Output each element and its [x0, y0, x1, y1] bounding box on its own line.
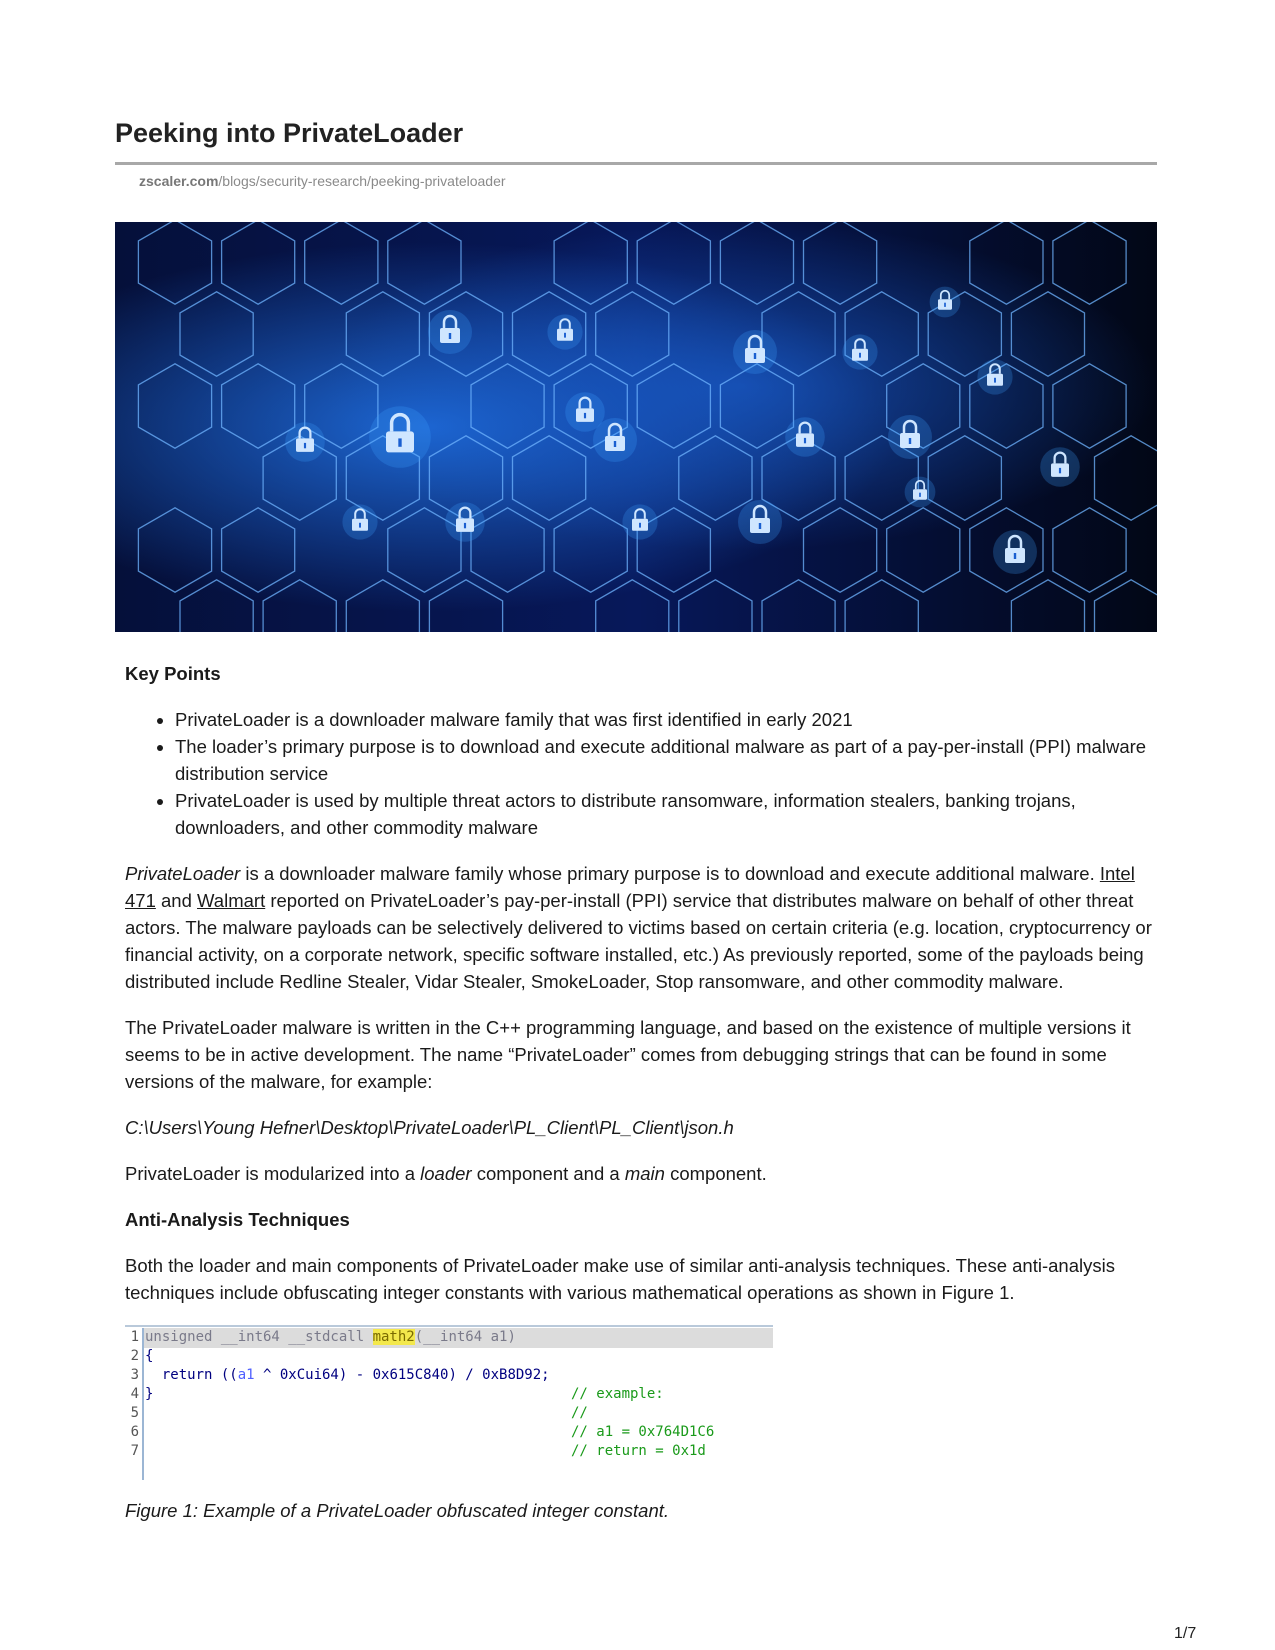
article-body — [125, 660, 1165, 1543]
lock-icon — [445, 502, 485, 542]
line-number: 1 — [130, 1329, 139, 1345]
text-run: reported on PrivateLoader’s pay-per-install (PPI) service that distributes malware on behalf of other threat actors. The malware payloads can be selectively delivered to victims based on certain criteria (e.g. location, cryptocurrency or financial activity, on a corporate network, specific software installed, etc.) As previously reported, some of the payloads being distributed include Redline Stealer, Vidar Stealer, SmokeLoader, Stop ransomware, and other commodity malware. — [125, 890, 1152, 992]
lock-icon — [977, 359, 1012, 394]
lock-icon — [428, 310, 472, 354]
code-line — [125, 1366, 550, 1386]
line-number: 7 — [130, 1443, 139, 1459]
text-run: PrivateLoader is modularized into a — [125, 1163, 421, 1184]
text-run: component and a — [471, 1163, 625, 1184]
list-item: • The loader’s primary purpose is to download and execute additional malware as part of a pay-per-install (PPI) malware distribution service — [175, 733, 1165, 787]
code-line — [125, 1328, 516, 1348]
lock-icon — [369, 406, 431, 468]
page-title: Peeking into PrivateLoader — [115, 118, 464, 148]
lock-icon — [785, 417, 825, 457]
lock-icon — [1040, 447, 1080, 487]
code-comment: // — [571, 1405, 588, 1421]
code-comment: // return = 0x1d — [571, 1443, 706, 1459]
code-token: (__int64 a1) — [414, 1329, 516, 1345]
walmart-link[interactable]: Walmart — [197, 890, 266, 911]
code-token: { — [145, 1348, 154, 1364]
code-figure — [125, 1325, 773, 1483]
line-number: 2 — [130, 1348, 139, 1364]
code-identifier: a1 — [237, 1367, 255, 1383]
anti-analysis-paragraph: Both the loader and main components of PrivateLoader make use of similar anti-analysis techniques. These anti-analysis techniques include obfuscating integer constants with various mathematical operations as shown in Figure 1. — [125, 1255, 1115, 1303]
debug-path: C:\Users\Young Hefner\Desktop\PrivateLoader\PL_Client\PL_Client\json.h — [125, 1117, 734, 1138]
page-number: 1/7 — [1174, 1625, 1197, 1642]
lock-icon — [888, 415, 932, 459]
list-item: • PrivateLoader is used by multiple threat actors to distribute ransomware, information stealers, banking trojans, downloaders, and other commodity malware — [175, 787, 1165, 841]
code-comment: // a1 = 0x764D1C6 — [571, 1424, 715, 1440]
line-number: 3 — [130, 1367, 139, 1383]
text-run: component. — [664, 1163, 767, 1184]
line-number: 4 — [130, 1386, 139, 1402]
code-token: } — [145, 1386, 154, 1402]
list-item: • PrivateLoader is a downloader malware family that was first identified in early 2021 — [175, 706, 1165, 733]
code-token: ^ 0xCui64) - 0x615C840) / 0xB8D92; — [254, 1367, 550, 1383]
lock-icon — [738, 500, 782, 544]
lock-icon — [905, 477, 936, 508]
code-line — [125, 1404, 145, 1424]
line-number: 5 — [130, 1405, 139, 1421]
lock-icon — [930, 287, 961, 318]
lock-icon — [733, 330, 777, 374]
url-domain: zscaler.com — [139, 173, 219, 189]
emphasis-main: main — [624, 1163, 665, 1184]
code-line — [125, 1423, 145, 1443]
title-divider — [115, 162, 1157, 165]
code-line — [125, 1347, 153, 1367]
line-number: 6 — [130, 1424, 139, 1440]
code-top-border — [125, 1325, 773, 1327]
code-comment: // example: — [571, 1386, 664, 1402]
lock-icon — [565, 392, 605, 432]
emphasis-loader: loader — [420, 1163, 472, 1184]
intel471-link[interactable]: Intel 471 — [125, 863, 1135, 911]
lock-icon — [342, 504, 377, 539]
key-points-list — [125, 706, 1165, 841]
anti-analysis-heading: Anti-Analysis Techniques — [125, 1209, 350, 1230]
lock-icon — [622, 504, 657, 539]
code-line — [125, 1442, 145, 1462]
lock-icon — [842, 334, 877, 369]
code-line — [125, 1385, 153, 1405]
code-function-name: math2 — [372, 1329, 415, 1345]
intro-paragraph — [125, 860, 1165, 995]
source-url[interactable] — [139, 173, 506, 189]
code-token: return (( — [145, 1367, 238, 1383]
url-path: /blogs/security-research/peeking-privateloader — [218, 173, 506, 189]
figure-caption: Figure 1: Example of a PrivateLoader obfuscated integer constant. — [125, 1500, 670, 1521]
lock-icon — [547, 314, 582, 349]
lock-icon — [993, 530, 1037, 574]
text-run: and — [155, 890, 198, 911]
key-points-heading: Key Points — [125, 663, 221, 684]
modular-paragraph — [125, 1160, 1165, 1187]
text-run: is a downloader malware family whose primary purpose is to download and execute additional malware. — [240, 863, 1100, 884]
language-paragraph: The PrivateLoader malware is written in the C++ programming language, and based on the existence of multiple versions it seems to be in active development. The name “PrivateLoader” comes from debugging strings that can be found in some versions of the malware, for example: — [125, 1017, 1131, 1092]
code-token: unsigned __int64 __stdcall — [145, 1329, 373, 1345]
debug-path-example — [125, 1114, 1165, 1141]
hero-image — [115, 222, 1157, 632]
emphasis-privateloader: PrivateLoader — [125, 863, 241, 884]
lock-icon — [285, 422, 325, 462]
